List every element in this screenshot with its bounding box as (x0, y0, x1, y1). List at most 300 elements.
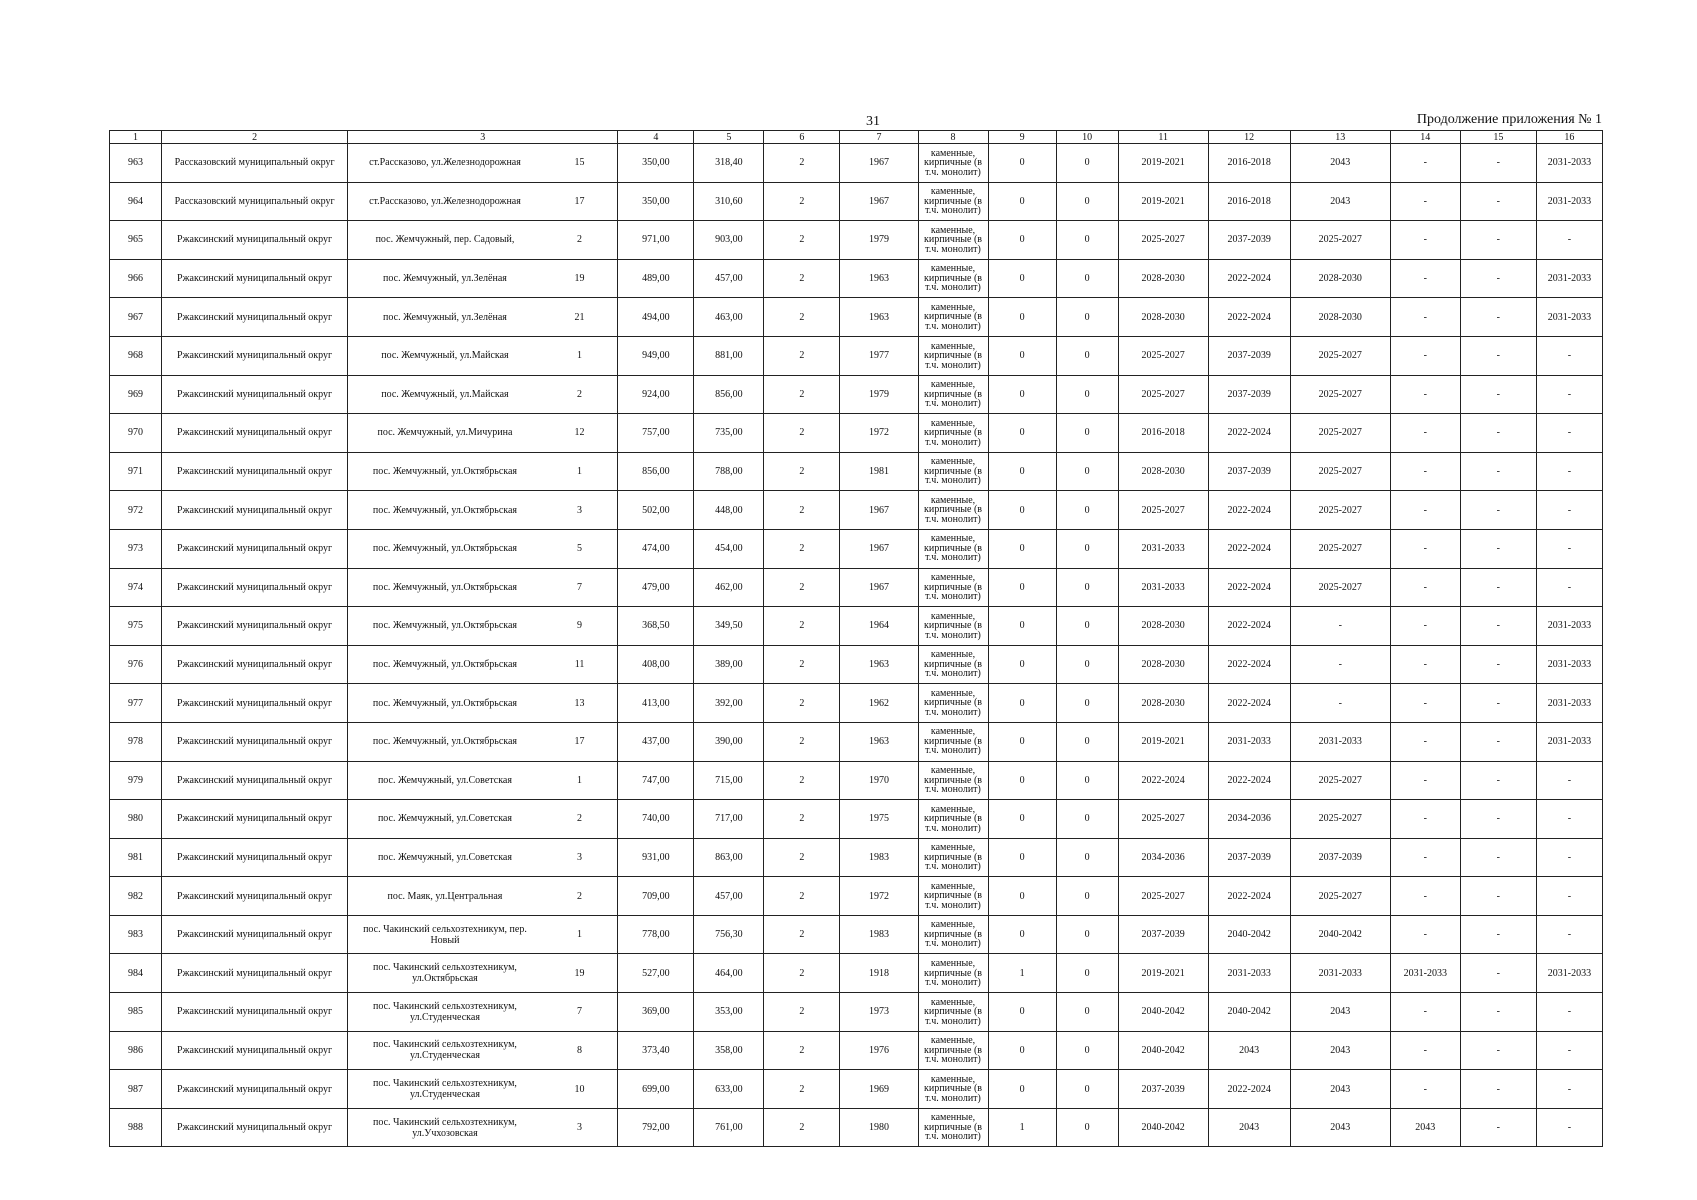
col12-cell: 2037-2039 (1208, 375, 1290, 414)
col15-cell: - (1460, 336, 1536, 375)
floors-cell: 2 (764, 684, 840, 723)
house-number-cell: 10 (542, 1070, 618, 1109)
column-header: 10 (1056, 131, 1118, 144)
district-cell: Ржаксинский муниципальный округ (162, 607, 348, 646)
col15-cell: - (1460, 915, 1536, 954)
total-area-cell: 856,00 (618, 452, 694, 491)
total-area-cell: 949,00 (618, 336, 694, 375)
row-number: 964 (110, 182, 162, 221)
row-number: 985 (110, 993, 162, 1032)
address-cell: пос. Чакинский сельхозтехникум, ул.Студенческая (348, 993, 542, 1032)
col14-cell: - (1390, 645, 1460, 684)
house-number-cell: 2 (542, 375, 618, 414)
col15-cell: - (1460, 761, 1536, 800)
floors-cell: 2 (764, 838, 840, 877)
col9-cell: 0 (988, 144, 1056, 183)
col13-cell: 2031-2033 (1290, 954, 1390, 993)
row-number: 975 (110, 607, 162, 646)
wall-material-cell: каменные, кирпичные (в т.ч. монолит) (918, 722, 988, 761)
wall-material-cell: каменные, кирпичные (в т.ч. монолит) (918, 336, 988, 375)
col9-cell: 0 (988, 414, 1056, 453)
col16-cell: 2031-2033 (1536, 954, 1602, 993)
col10-cell: 0 (1056, 298, 1118, 337)
wall-material-cell: каменные, кирпичные (в т.ч. монолит) (918, 877, 988, 916)
col9-cell: 0 (988, 915, 1056, 954)
year-built-cell: 1973 (840, 993, 918, 1032)
house-number-cell: 7 (542, 568, 618, 607)
table-row (110, 298, 1603, 337)
col12-cell: 2040-2042 (1208, 915, 1290, 954)
table-row (110, 1031, 1603, 1070)
col10-cell: 0 (1056, 259, 1118, 298)
col11-cell: 2031-2033 (1118, 529, 1208, 568)
col9-cell: 0 (988, 336, 1056, 375)
col11-cell: 2019-2021 (1118, 144, 1208, 183)
table-row (110, 375, 1603, 414)
col16-cell: - (1536, 491, 1602, 530)
table-row (110, 414, 1603, 453)
col9-cell: 0 (988, 182, 1056, 221)
living-area-cell: 761,00 (694, 1108, 764, 1147)
col16-cell: - (1536, 375, 1602, 414)
col11-cell: 2040-2042 (1118, 993, 1208, 1032)
living-area-cell: 462,00 (694, 568, 764, 607)
column-header: 1 (110, 131, 162, 144)
living-area-cell: 863,00 (694, 838, 764, 877)
wall-material-cell: каменные, кирпичные (в т.ч. монолит) (918, 259, 988, 298)
col14-cell: 2043 (1390, 1108, 1460, 1147)
col14-cell: - (1390, 375, 1460, 414)
house-number-cell: 13 (542, 684, 618, 723)
address-cell: пос. Чакинский сельхозтехникум, ул.Студенческая (348, 1031, 542, 1070)
district-cell: Ржаксинский муниципальный округ (162, 298, 348, 337)
total-area-cell: 502,00 (618, 491, 694, 530)
year-built-cell: 1963 (840, 298, 918, 337)
col11-cell: 2019-2021 (1118, 722, 1208, 761)
col10-cell: 0 (1056, 1070, 1118, 1109)
house-number-cell: 2 (542, 221, 618, 260)
col9-cell: 0 (988, 375, 1056, 414)
col12-cell: 2040-2042 (1208, 993, 1290, 1032)
col15-cell: - (1460, 645, 1536, 684)
col12-cell: 2016-2018 (1208, 182, 1290, 221)
district-cell: Ржаксинский муниципальный округ (162, 491, 348, 530)
col11-cell: 2019-2021 (1118, 182, 1208, 221)
col12-cell: 2022-2024 (1208, 1070, 1290, 1109)
table-row (110, 336, 1603, 375)
wall-material-cell: каменные, кирпичные (в т.ч. монолит) (918, 1070, 988, 1109)
total-area-cell: 494,00 (618, 298, 694, 337)
district-cell: Ржаксинский муниципальный округ (162, 1108, 348, 1147)
house-number-cell: 19 (542, 954, 618, 993)
wall-material-cell: каменные, кирпичные (в т.ч. монолит) (918, 1031, 988, 1070)
col16-cell: - (1536, 993, 1602, 1032)
living-area-cell: 756,30 (694, 915, 764, 954)
col10-cell: 0 (1056, 993, 1118, 1032)
address-cell: пос. Жемчужный, ул.Октябрьская (348, 452, 542, 491)
district-cell: Ржаксинский муниципальный округ (162, 800, 348, 839)
address-cell: пос. Жемчужный, ул.Октябрьская (348, 491, 542, 530)
year-built-cell: 1967 (840, 568, 918, 607)
col13-cell: - (1290, 645, 1390, 684)
total-area-cell: 778,00 (618, 915, 694, 954)
row-number: 969 (110, 375, 162, 414)
column-header: 6 (764, 131, 840, 144)
col11-cell: 2028-2030 (1118, 607, 1208, 646)
col12-cell: 2031-2033 (1208, 722, 1290, 761)
year-built-cell: 1969 (840, 1070, 918, 1109)
wall-material-cell: каменные, кирпичные (в т.ч. монолит) (918, 684, 988, 723)
living-area-cell: 454,00 (694, 529, 764, 568)
address-cell: пос. Жемчужный, ул.Мичурина (348, 414, 542, 453)
year-built-cell: 1977 (840, 336, 918, 375)
year-built-cell: 1967 (840, 144, 918, 183)
col14-cell: - (1390, 452, 1460, 491)
col10-cell: 0 (1056, 221, 1118, 260)
row-number: 983 (110, 915, 162, 954)
floors-cell: 2 (764, 954, 840, 993)
address-cell: ст.Рассказово, ул.Железнодорожная (348, 144, 542, 183)
table-row (110, 452, 1603, 491)
column-header: 13 (1290, 131, 1390, 144)
district-cell: Ржаксинский муниципальный округ (162, 993, 348, 1032)
table-row (110, 838, 1603, 877)
col15-cell: - (1460, 298, 1536, 337)
col11-cell: 2037-2039 (1118, 915, 1208, 954)
living-area-cell: 358,00 (694, 1031, 764, 1070)
col12-cell: 2037-2039 (1208, 221, 1290, 260)
col9-cell: 1 (988, 1108, 1056, 1147)
total-area-cell: 709,00 (618, 877, 694, 916)
col13-cell: 2025-2027 (1290, 491, 1390, 530)
col11-cell: 2034-2036 (1118, 838, 1208, 877)
table-row (110, 221, 1603, 260)
col13-cell: 2043 (1290, 144, 1390, 183)
wall-material-cell: каменные, кирпичные (в т.ч. монолит) (918, 529, 988, 568)
floors-cell: 2 (764, 221, 840, 260)
col13-cell: - (1290, 607, 1390, 646)
total-area-cell: 747,00 (618, 761, 694, 800)
floors-cell: 2 (764, 491, 840, 530)
col12-cell: 2037-2039 (1208, 336, 1290, 375)
district-cell: Ржаксинский муниципальный округ (162, 954, 348, 993)
col12-cell: 2022-2024 (1208, 414, 1290, 453)
floors-cell: 2 (764, 800, 840, 839)
year-built-cell: 1963 (840, 645, 918, 684)
address-cell: пос. Жемчужный, ул.Майская (348, 375, 542, 414)
col12-cell: 2022-2024 (1208, 761, 1290, 800)
house-number-cell: 7 (542, 993, 618, 1032)
year-built-cell: 1972 (840, 414, 918, 453)
col13-cell: 2043 (1290, 182, 1390, 221)
total-area-cell: 792,00 (618, 1108, 694, 1147)
total-area-cell: 740,00 (618, 800, 694, 839)
wall-material-cell: каменные, кирпичные (в т.ч. монолит) (918, 298, 988, 337)
col14-cell: - (1390, 877, 1460, 916)
col14-cell: - (1390, 993, 1460, 1032)
col14-cell: 2031-2033 (1390, 954, 1460, 993)
col15-cell: - (1460, 838, 1536, 877)
col14-cell: - (1390, 722, 1460, 761)
col14-cell: - (1390, 1070, 1460, 1109)
district-cell: Рассказовский муниципальный округ (162, 182, 348, 221)
total-area-cell: 489,00 (618, 259, 694, 298)
col13-cell: 2031-2033 (1290, 722, 1390, 761)
row-number: 968 (110, 336, 162, 375)
living-area-cell: 717,00 (694, 800, 764, 839)
col10-cell: 0 (1056, 684, 1118, 723)
total-area-cell: 479,00 (618, 568, 694, 607)
col11-cell: 2040-2042 (1118, 1031, 1208, 1070)
year-built-cell: 1967 (840, 529, 918, 568)
year-built-cell: 1918 (840, 954, 918, 993)
col11-cell: 2025-2027 (1118, 800, 1208, 839)
column-header: 11 (1118, 131, 1208, 144)
living-area-cell: 392,00 (694, 684, 764, 723)
living-area-cell: 448,00 (694, 491, 764, 530)
floors-cell: 2 (764, 529, 840, 568)
row-number: 984 (110, 954, 162, 993)
year-built-cell: 1963 (840, 259, 918, 298)
page-number: 31 (866, 114, 880, 129)
address-cell: пос. Чакинский сельхозтехникум, пер. Новый (348, 915, 542, 954)
house-number-cell: 1 (542, 761, 618, 800)
wall-material-cell: каменные, кирпичные (в т.ч. монолит) (918, 568, 988, 607)
district-cell: Ржаксинский муниципальный округ (162, 722, 348, 761)
col9-cell: 0 (988, 1031, 1056, 1070)
living-area-cell: 464,00 (694, 954, 764, 993)
floors-cell: 2 (764, 298, 840, 337)
col11-cell: 2028-2030 (1118, 684, 1208, 723)
house-number-cell: 3 (542, 1108, 618, 1147)
col10-cell: 0 (1056, 877, 1118, 916)
district-cell: Рассказовский муниципальный округ (162, 144, 348, 183)
col12-cell: 2016-2018 (1208, 144, 1290, 183)
col14-cell: - (1390, 1031, 1460, 1070)
total-area-cell: 413,00 (618, 684, 694, 723)
col11-cell: 2025-2027 (1118, 221, 1208, 260)
col9-cell: 0 (988, 1070, 1056, 1109)
col15-cell: - (1460, 877, 1536, 916)
col11-cell: 2025-2027 (1118, 877, 1208, 916)
wall-material-cell: каменные, кирпичные (в т.ч. монолит) (918, 414, 988, 453)
row-number: 977 (110, 684, 162, 723)
address-cell: пос. Жемчужный, ул.Зелёная (348, 259, 542, 298)
col11-cell: 2028-2030 (1118, 259, 1208, 298)
col13-cell: 2043 (1290, 993, 1390, 1032)
address-cell: пос. Чакинский сельхозтехникум, ул.Учхозовская (348, 1108, 542, 1147)
table-row (110, 1108, 1603, 1147)
col16-cell: - (1536, 1108, 1602, 1147)
table-row (110, 722, 1603, 761)
wall-material-cell: каменные, кирпичные (в т.ч. монолит) (918, 761, 988, 800)
col12-cell: 2022-2024 (1208, 259, 1290, 298)
floors-cell: 2 (764, 336, 840, 375)
house-number-cell: 2 (542, 877, 618, 916)
col13-cell: 2028-2030 (1290, 298, 1390, 337)
col9-cell: 0 (988, 761, 1056, 800)
table-row (110, 1070, 1603, 1109)
district-cell: Ржаксинский муниципальный округ (162, 1070, 348, 1109)
year-built-cell: 1964 (840, 607, 918, 646)
row-number: 970 (110, 414, 162, 453)
floors-cell: 2 (764, 915, 840, 954)
district-cell: Ржаксинский муниципальный округ (162, 336, 348, 375)
address-cell: пос. Жемчужный, ул.Октябрьская (348, 645, 542, 684)
table-row (110, 491, 1603, 530)
row-number: 987 (110, 1070, 162, 1109)
row-number: 988 (110, 1108, 162, 1147)
house-number-cell: 9 (542, 607, 618, 646)
table-row (110, 800, 1603, 839)
col12-cell: 2022-2024 (1208, 529, 1290, 568)
col10-cell: 0 (1056, 915, 1118, 954)
col16-cell: - (1536, 1070, 1602, 1109)
floors-cell: 2 (764, 144, 840, 183)
col12-cell: 2043 (1208, 1031, 1290, 1070)
table-row (110, 645, 1603, 684)
row-number: 976 (110, 645, 162, 684)
col14-cell: - (1390, 915, 1460, 954)
col9-cell: 0 (988, 838, 1056, 877)
year-built-cell: 1983 (840, 838, 918, 877)
col9-cell: 0 (988, 491, 1056, 530)
total-area-cell: 373,40 (618, 1031, 694, 1070)
col15-cell: - (1460, 144, 1536, 183)
col14-cell: - (1390, 144, 1460, 183)
living-area-cell: 349,50 (694, 607, 764, 646)
column-header: 14 (1390, 131, 1460, 144)
col14-cell: - (1390, 800, 1460, 839)
col13-cell: 2025-2027 (1290, 452, 1390, 491)
col15-cell: - (1460, 221, 1536, 260)
col13-cell: 2043 (1290, 1070, 1390, 1109)
col9-cell: 0 (988, 800, 1056, 839)
total-area-cell: 350,00 (618, 144, 694, 183)
year-built-cell: 1981 (840, 452, 918, 491)
col14-cell: - (1390, 182, 1460, 221)
col16-cell: - (1536, 336, 1602, 375)
floors-cell: 2 (764, 568, 840, 607)
floors-cell: 2 (764, 1070, 840, 1109)
col13-cell: 2043 (1290, 1031, 1390, 1070)
col13-cell: 2025-2027 (1290, 529, 1390, 568)
col9-cell: 0 (988, 529, 1056, 568)
table-row (110, 607, 1603, 646)
wall-material-cell: каменные, кирпичные (в т.ч. монолит) (918, 915, 988, 954)
address-cell: пос. Жемчужный, ул.Октябрьская (348, 607, 542, 646)
col9-cell: 0 (988, 221, 1056, 260)
col16-cell: - (1536, 915, 1602, 954)
floors-cell: 2 (764, 607, 840, 646)
column-header: 15 (1460, 131, 1536, 144)
col13-cell: 2025-2027 (1290, 414, 1390, 453)
address-cell: пос. Жемчужный, ул.Советская (348, 761, 542, 800)
total-area-cell: 369,00 (618, 993, 694, 1032)
col12-cell: 2034-2036 (1208, 800, 1290, 839)
col15-cell: - (1460, 452, 1536, 491)
wall-material-cell: каменные, кирпичные (в т.ч. монолит) (918, 607, 988, 646)
house-number-cell: 12 (542, 414, 618, 453)
col16-cell: - (1536, 877, 1602, 916)
col12-cell: 2037-2039 (1208, 452, 1290, 491)
table-row (110, 182, 1603, 221)
row-number: 972 (110, 491, 162, 530)
district-cell: Ржаксинский муниципальный округ (162, 684, 348, 723)
col15-cell: - (1460, 954, 1536, 993)
district-cell: Ржаксинский муниципальный округ (162, 529, 348, 568)
address-cell: пос. Жемчужный, ул.Октябрьская (348, 568, 542, 607)
year-built-cell: 1963 (840, 722, 918, 761)
address-cell: пос. Жемчужный, ул.Октябрьская (348, 684, 542, 723)
col15-cell: - (1460, 491, 1536, 530)
col16-cell: - (1536, 568, 1602, 607)
col16-cell: - (1536, 800, 1602, 839)
col13-cell: 2025-2027 (1290, 336, 1390, 375)
column-header: 16 (1536, 131, 1602, 144)
year-built-cell: 1962 (840, 684, 918, 723)
col10-cell: 0 (1056, 336, 1118, 375)
total-area-cell: 368,50 (618, 607, 694, 646)
total-area-cell: 699,00 (618, 1070, 694, 1109)
col12-cell: 2037-2039 (1208, 838, 1290, 877)
col16-cell: 2031-2033 (1536, 722, 1602, 761)
col11-cell: 2031-2033 (1118, 568, 1208, 607)
table-row (110, 954, 1603, 993)
living-area-cell: 353,00 (694, 993, 764, 1032)
col15-cell: - (1460, 1108, 1536, 1147)
col15-cell: - (1460, 993, 1536, 1032)
house-number-cell: 8 (542, 1031, 618, 1070)
district-cell: Ржаксинский муниципальный округ (162, 915, 348, 954)
address-cell: пос. Жемчужный, ул.Майская (348, 336, 542, 375)
district-cell: Ржаксинский муниципальный округ (162, 877, 348, 916)
year-built-cell: 1967 (840, 491, 918, 530)
col10-cell: 0 (1056, 645, 1118, 684)
col14-cell: - (1390, 607, 1460, 646)
col12-cell: 2022-2024 (1208, 568, 1290, 607)
col9-cell: 0 (988, 568, 1056, 607)
col10-cell: 0 (1056, 838, 1118, 877)
col15-cell: - (1460, 568, 1536, 607)
col15-cell: - (1460, 800, 1536, 839)
col15-cell: - (1460, 375, 1536, 414)
col9-cell: 0 (988, 259, 1056, 298)
district-cell: Ржаксинский муниципальный округ (162, 375, 348, 414)
wall-material-cell: каменные, кирпичные (в т.ч. монолит) (918, 645, 988, 684)
row-number: 973 (110, 529, 162, 568)
col16-cell: 2031-2033 (1536, 144, 1602, 183)
col12-cell: 2031-2033 (1208, 954, 1290, 993)
col15-cell: - (1460, 1070, 1536, 1109)
total-area-cell: 924,00 (618, 375, 694, 414)
col14-cell: - (1390, 298, 1460, 337)
floors-cell: 2 (764, 761, 840, 800)
table-row (110, 529, 1603, 568)
floors-cell: 2 (764, 645, 840, 684)
house-number-cell: 15 (542, 144, 618, 183)
district-cell: Ржаксинский муниципальный округ (162, 838, 348, 877)
col13-cell: 2043 (1290, 1108, 1390, 1147)
table-row (110, 568, 1603, 607)
wall-material-cell: каменные, кирпичные (в т.ч. монолит) (918, 375, 988, 414)
col10-cell: 0 (1056, 414, 1118, 453)
house-number-cell: 3 (542, 491, 618, 530)
year-built-cell: 1970 (840, 761, 918, 800)
col15-cell: - (1460, 607, 1536, 646)
appendix-title: Продолжение приложения № 1 (1416, 112, 1602, 127)
district-cell: Ржаксинский муниципальный округ (162, 761, 348, 800)
